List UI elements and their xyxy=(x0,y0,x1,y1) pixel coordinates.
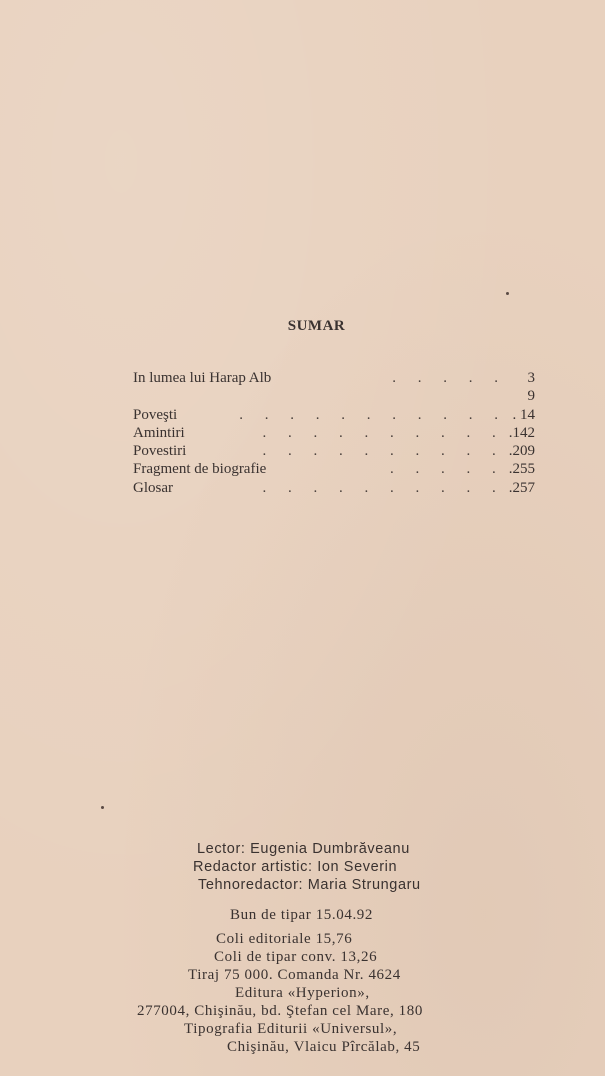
toc-entry-title: Fragment de biografie xyxy=(133,461,267,478)
paper-speck xyxy=(101,806,104,809)
toc-entry-page: .142 xyxy=(508,424,535,441)
toc-leader-dots: . . . . . . . . . . xyxy=(262,479,505,496)
toc-row xyxy=(133,424,535,442)
toc-entry-title: Povestiri xyxy=(133,443,187,460)
toc-entry-page: 9 xyxy=(527,388,535,405)
toc-row xyxy=(133,369,535,387)
paper-speck xyxy=(506,292,509,295)
toc-row xyxy=(133,479,535,497)
toc-entry-title: In lumea lui Harap Alb xyxy=(133,370,272,386)
print-sheets: Coli de tipar conv. 13,26 xyxy=(214,949,378,965)
toc-row xyxy=(133,406,535,424)
toc-leader-dots: . . . . . xyxy=(392,370,507,386)
table-of-contents xyxy=(133,369,535,497)
toc-row xyxy=(133,460,535,478)
toc-leader-dots: . . . . . . . . . . . xyxy=(239,406,507,423)
toc-row xyxy=(133,387,535,405)
print-date: Bun de tipar 15.04.92 xyxy=(230,907,374,923)
toc-entry-page: . 14 xyxy=(512,406,535,423)
credit-art-editor: Redactor artistic: Ion Severin xyxy=(193,859,398,875)
printing-house-address: Chişinău, Vlaicu Pîrcălab, 45 xyxy=(227,1039,421,1055)
toc-row xyxy=(133,442,535,460)
toc-heading: SUMAR xyxy=(287,318,346,334)
publisher-name: Editura «Hyperion», xyxy=(235,985,370,1001)
toc-entry-page: 3 xyxy=(527,370,535,386)
toc-entry-title: Amintiri xyxy=(133,424,185,441)
credit-technical-editor: Tehnoredactor: Maria Strungaru xyxy=(198,877,421,893)
toc-leader-dots: . . . . . . . . . . xyxy=(262,424,505,441)
toc-leader-dots: . . . . . xyxy=(390,461,505,478)
publisher-address: 277004, Chişinău, bd. Ştefan cel Mare, 180 xyxy=(137,1003,423,1019)
toc-entry-title: Glosar xyxy=(133,479,173,496)
print-run-order: Tiraj 75 000. Comanda Nr. 4624 xyxy=(188,967,401,983)
toc-leader-dots: . . . . . . . . . . xyxy=(262,443,505,460)
toc-entry-title: Poveşti xyxy=(133,406,178,423)
printing-house: Tipografia Editurii «Universul», xyxy=(184,1021,398,1037)
toc-entry-page: .257 xyxy=(508,479,535,496)
credit-lector: Lector: Eugenia Dumbrăveanu xyxy=(197,841,410,857)
editorial-sheets: Coli editoriale 15,76 xyxy=(216,931,353,947)
toc-entry-page: .209 xyxy=(508,443,535,460)
toc-entry-page: .255 xyxy=(508,461,535,478)
